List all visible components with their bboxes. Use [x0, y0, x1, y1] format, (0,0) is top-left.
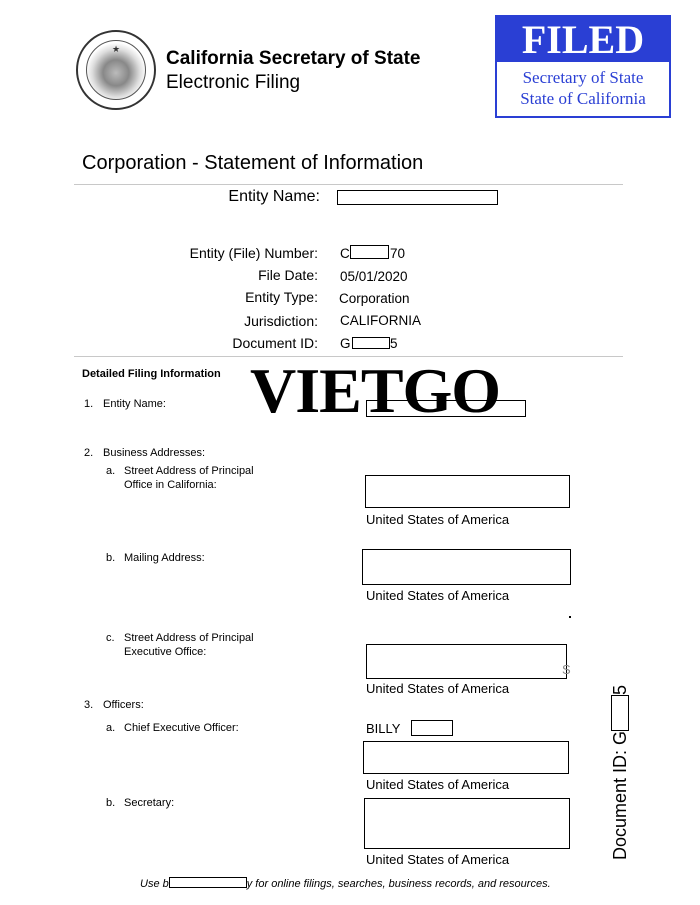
item2a-address-redacted — [365, 475, 570, 508]
agency-subtitle: Electronic Filing — [166, 72, 301, 93]
footer-text-mid: y — [246, 878, 253, 890]
item2a-label-line1: Street Address of Principal — [124, 465, 254, 477]
entity-name-redacted — [337, 190, 498, 205]
document-title: Corporation - Statement of Information — [82, 152, 424, 174]
item3-number: 3. — [84, 699, 94, 711]
entity-number-label: Entity (File) Number: — [189, 245, 318, 261]
item2c-country: United States of America — [366, 681, 510, 696]
document-id-start: G — [340, 336, 351, 351]
item2b-country: United States of America — [366, 588, 510, 603]
detailed-filing-heading: Detailed Filing Information — [82, 368, 221, 380]
filed-stamp-line2: State of California — [520, 89, 646, 108]
ceo-last-name-redacted — [411, 720, 453, 736]
item3b-country: United States of America — [366, 852, 510, 867]
entity-number-start: C — [340, 246, 350, 261]
entity-name-label: Entity Name: — [228, 188, 320, 205]
filed-stamp-title: FILED — [497, 17, 669, 62]
file-date-value: 05/01/2020 — [340, 269, 408, 284]
footer-redacted — [169, 877, 247, 888]
vietgo-watermark: VIETGO — [250, 355, 501, 426]
agency-title: California Secretary of State — [166, 48, 421, 69]
footer-text-start: Use b — [140, 878, 169, 890]
filed-stamp-line1: Secretary of State — [522, 68, 644, 87]
stray-mark — [569, 616, 571, 618]
item2b-address-redacted — [362, 549, 571, 585]
item3a-label: Chief Executive Officer: — [124, 722, 239, 734]
item3a-country: United States of America — [366, 777, 510, 792]
jurisdiction-value: CALIFORNIA — [340, 313, 422, 328]
item3b-label: Secretary: — [124, 797, 175, 809]
filed-stamp — [495, 15, 671, 118]
item2a-marker: a. — [106, 465, 116, 477]
footer-note — [140, 877, 551, 890]
ceo-address-redacted — [363, 741, 569, 774]
footer-text-end: for online filings, searches, business records, and resources. — [252, 878, 551, 890]
entity-type-value: Corporation — [339, 291, 410, 306]
entity-number-end: 70 — [390, 246, 406, 261]
side-document-id-prefix: Document ID: G — [610, 730, 630, 860]
item3a-marker: a. — [106, 722, 116, 734]
item2a-country: United States of America — [366, 512, 510, 527]
document-id-end: 5 — [390, 336, 398, 351]
item2b-label: Mailing Address: — [124, 552, 205, 564]
item2c-address-redacted — [366, 644, 567, 679]
item3-label: Officers: — [103, 699, 144, 711]
side-document-id — [610, 685, 631, 860]
item2c-label-line2: Executive Office: — [124, 646, 207, 658]
side-document-id-redacted — [611, 695, 629, 731]
item2c-label-line1: Street Address of Principal — [124, 632, 254, 644]
item1-label: Entity Name: — [103, 398, 166, 410]
secretary-address-redacted — [364, 798, 570, 849]
ceo-first-name: BILLY — [366, 721, 401, 736]
item1-number: 1. — [84, 398, 94, 410]
document-id-redacted — [352, 337, 390, 349]
document-id-label: Document ID: — [232, 335, 318, 351]
item2c-marker: c. — [106, 632, 115, 644]
file-date-label: File Date: — [258, 267, 318, 283]
california-state-seal: ★ — [76, 30, 156, 110]
item2-number: 2. — [84, 447, 94, 459]
jurisdiction-label: Jurisdiction: — [244, 313, 318, 329]
item3b-marker: b. — [106, 797, 116, 809]
entity-type-label: Entity Type: — [245, 289, 318, 305]
entity-number-redacted — [350, 245, 389, 259]
item2c-partial-letter: S — [562, 662, 571, 677]
item2b-marker: b. — [106, 552, 116, 564]
item2-label: Business Addresses: — [103, 447, 206, 459]
item2a-label-line2: Office in California: — [124, 479, 217, 491]
side-document-id-suffix: 5 — [610, 684, 630, 695]
divider-top — [74, 184, 623, 185]
